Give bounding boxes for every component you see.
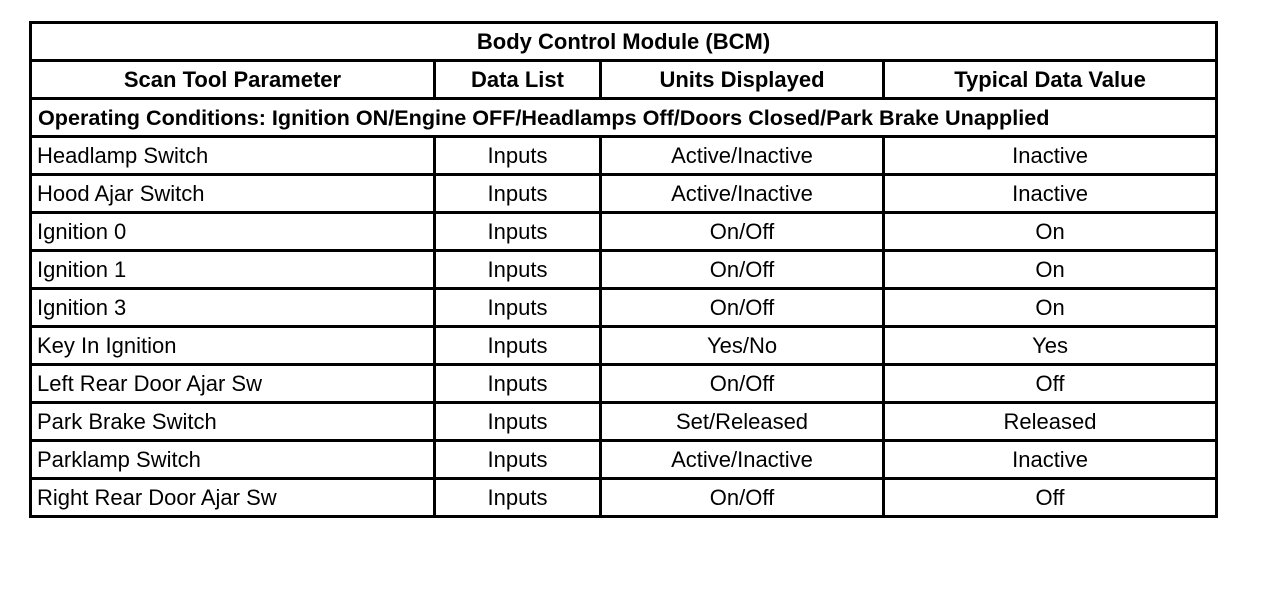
table-row [31, 365, 1217, 403]
cell-typical-value: Released [884, 403, 1217, 441]
table-row [31, 175, 1217, 213]
cell-units: On/Off [601, 365, 884, 403]
cell-parameter: Headlamp Switch [31, 137, 435, 175]
table-row [31, 251, 1217, 289]
table-row [31, 479, 1217, 517]
table-row [31, 441, 1217, 479]
cell-typical-value: Yes [884, 327, 1217, 365]
cell-typical-value: Off [884, 365, 1217, 403]
header-row [31, 61, 1217, 99]
table-row [31, 327, 1217, 365]
cell-data-list: Inputs [435, 213, 601, 251]
cell-data-list: Inputs [435, 479, 601, 517]
table-body [31, 137, 1217, 517]
operating-conditions-row [31, 99, 1217, 137]
cell-typical-value: Off [884, 479, 1217, 517]
cell-units: Yes/No [601, 327, 884, 365]
table-row [31, 403, 1217, 441]
cell-data-list: Inputs [435, 441, 601, 479]
table-row [31, 289, 1217, 327]
cell-typical-value: On [884, 213, 1217, 251]
table-row [31, 137, 1217, 175]
cell-typical-value: Inactive [884, 137, 1217, 175]
cell-parameter: Ignition 1 [31, 251, 435, 289]
cell-parameter: Key In Ignition [31, 327, 435, 365]
header-scan-tool-parameter: Scan Tool Parameter [31, 61, 435, 99]
cell-units: Active/Inactive [601, 175, 884, 213]
cell-data-list: Inputs [435, 251, 601, 289]
cell-units: On/Off [601, 251, 884, 289]
cell-data-list: Inputs [435, 175, 601, 213]
header-units-displayed: Units Displayed [601, 61, 884, 99]
cell-typical-value: On [884, 289, 1217, 327]
table-title: Body Control Module (BCM) [31, 23, 1217, 61]
cell-units: Set/Released [601, 403, 884, 441]
cell-parameter: Right Rear Door Ajar Sw [31, 479, 435, 517]
cell-data-list: Inputs [435, 137, 601, 175]
cell-parameter: Hood Ajar Switch [31, 175, 435, 213]
title-row [31, 23, 1217, 61]
cell-parameter: Ignition 0 [31, 213, 435, 251]
cell-units: On/Off [601, 479, 884, 517]
cell-data-list: Inputs [435, 289, 601, 327]
cell-typical-value: Inactive [884, 175, 1217, 213]
bcm-data-table [29, 21, 1218, 518]
cell-typical-value: Inactive [884, 441, 1217, 479]
cell-parameter: Parklamp Switch [31, 441, 435, 479]
cell-parameter: Park Brake Switch [31, 403, 435, 441]
table-row [31, 213, 1217, 251]
header-data-list: Data List [435, 61, 601, 99]
cell-data-list: Inputs [435, 365, 601, 403]
cell-data-list: Inputs [435, 403, 601, 441]
cell-parameter: Left Rear Door Ajar Sw [31, 365, 435, 403]
cell-parameter: Ignition 3 [31, 289, 435, 327]
operating-conditions: Operating Conditions: Ignition ON/Engine OFF/Headlamps Off/Doors Closed/Park Brake Unapplied [31, 99, 1217, 137]
cell-data-list: Inputs [435, 327, 601, 365]
cell-units: On/Off [601, 289, 884, 327]
cell-typical-value: On [884, 251, 1217, 289]
cell-units: Active/Inactive [601, 137, 884, 175]
header-typical-data-value: Typical Data Value [884, 61, 1217, 99]
cell-units: On/Off [601, 213, 884, 251]
cell-units: Active/Inactive [601, 441, 884, 479]
